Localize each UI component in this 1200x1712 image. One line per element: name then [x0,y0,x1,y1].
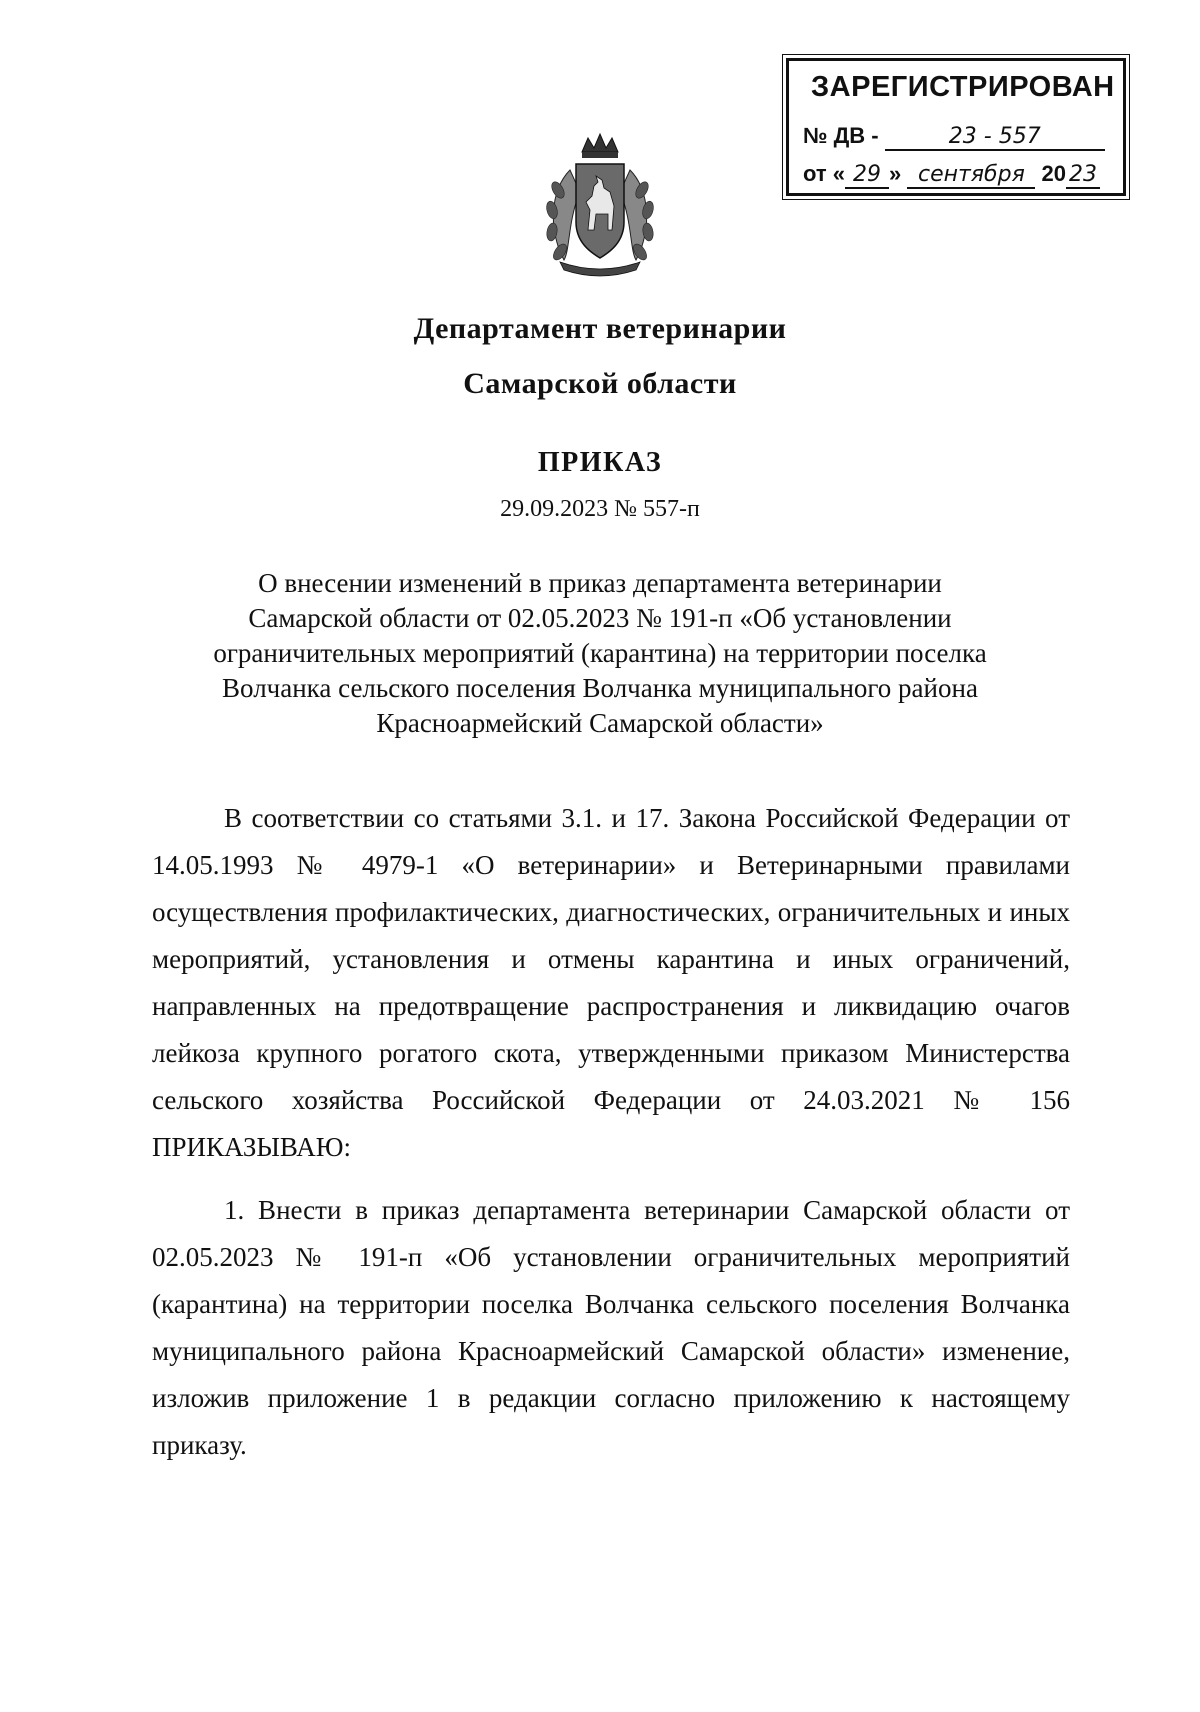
subject-line: Красноармейский Самарской области» [376,708,824,738]
subject-line: Самарской области от 02.05.2023 № 191-п «Об установлении [248,603,952,633]
stamp-number-label: № ДВ - [803,123,879,148]
document-number: 29.09.2023 № 557-п [500,496,700,522]
body-paragraph-item-1: 1. Внести в приказ департамента ветеринарии Самарской области от 02.05.2023 № 191-п «Об установлении ограничительных мероприятий (карантина) на территории поселка Волчанка сельского поселения Волчанка муниципального района Красноармейский Самарской области» изменение, изложив приложение 1 в редакции согласно приложению к настоящему приказу. [152,1195,1070,1460]
coat-of-arms-icon [530,130,670,280]
subject-line: ограничительных мероприятий (карантина) на территории поселка [213,638,987,668]
stamp-date-year: 23 [1066,163,1100,189]
registration-stamp [786,58,1126,196]
stamp-date-month: сентября [907,163,1035,189]
stamp-date-prefix: от « [803,161,846,186]
stamp-date-row [803,161,1100,189]
document-subject [0,566,1200,741]
stamp-date-mid: » [889,161,902,186]
stamp-title: ЗАРЕГИСТРИРОВАН [811,71,1115,103]
stamp-number-row [803,123,1105,151]
body-paragraph-preamble: В соответствии со статьями 3.1. и 17. Закона Российской Федерации от 14.05.1993 № 4979-1 «О ветеринарии» и Ветеринарными правилами осуществления профилактических, диагностических, ограничительных и иных мероприятий, установления и отмены карантина и иных ограничений, направленных на предотвращение распространения и ликвидацию очагов лейкоза крупного рогатого скота, утвержденными приказом Министерства сельского хозяйства Российской Федерации от 24.03.2021 № 156 ПРИКАЗЫВАЮ: [152,803,1070,1162]
stamp-date-day: 29 [845,163,889,189]
subject-line: Волчанка сельского поселения Волчанка муниципального района [222,673,978,703]
document-type: ПРИКАЗ [537,447,663,478]
subject-line: О внесении изменений в приказ департамента ветеринарии [258,568,942,598]
department-name-line1: Департамент ветеринарии [413,312,787,345]
department-name-line2: Самарской области [463,367,737,400]
stamp-number-value: 23 - 557 [885,125,1105,151]
stamp-date-century: 20 [1041,161,1066,186]
